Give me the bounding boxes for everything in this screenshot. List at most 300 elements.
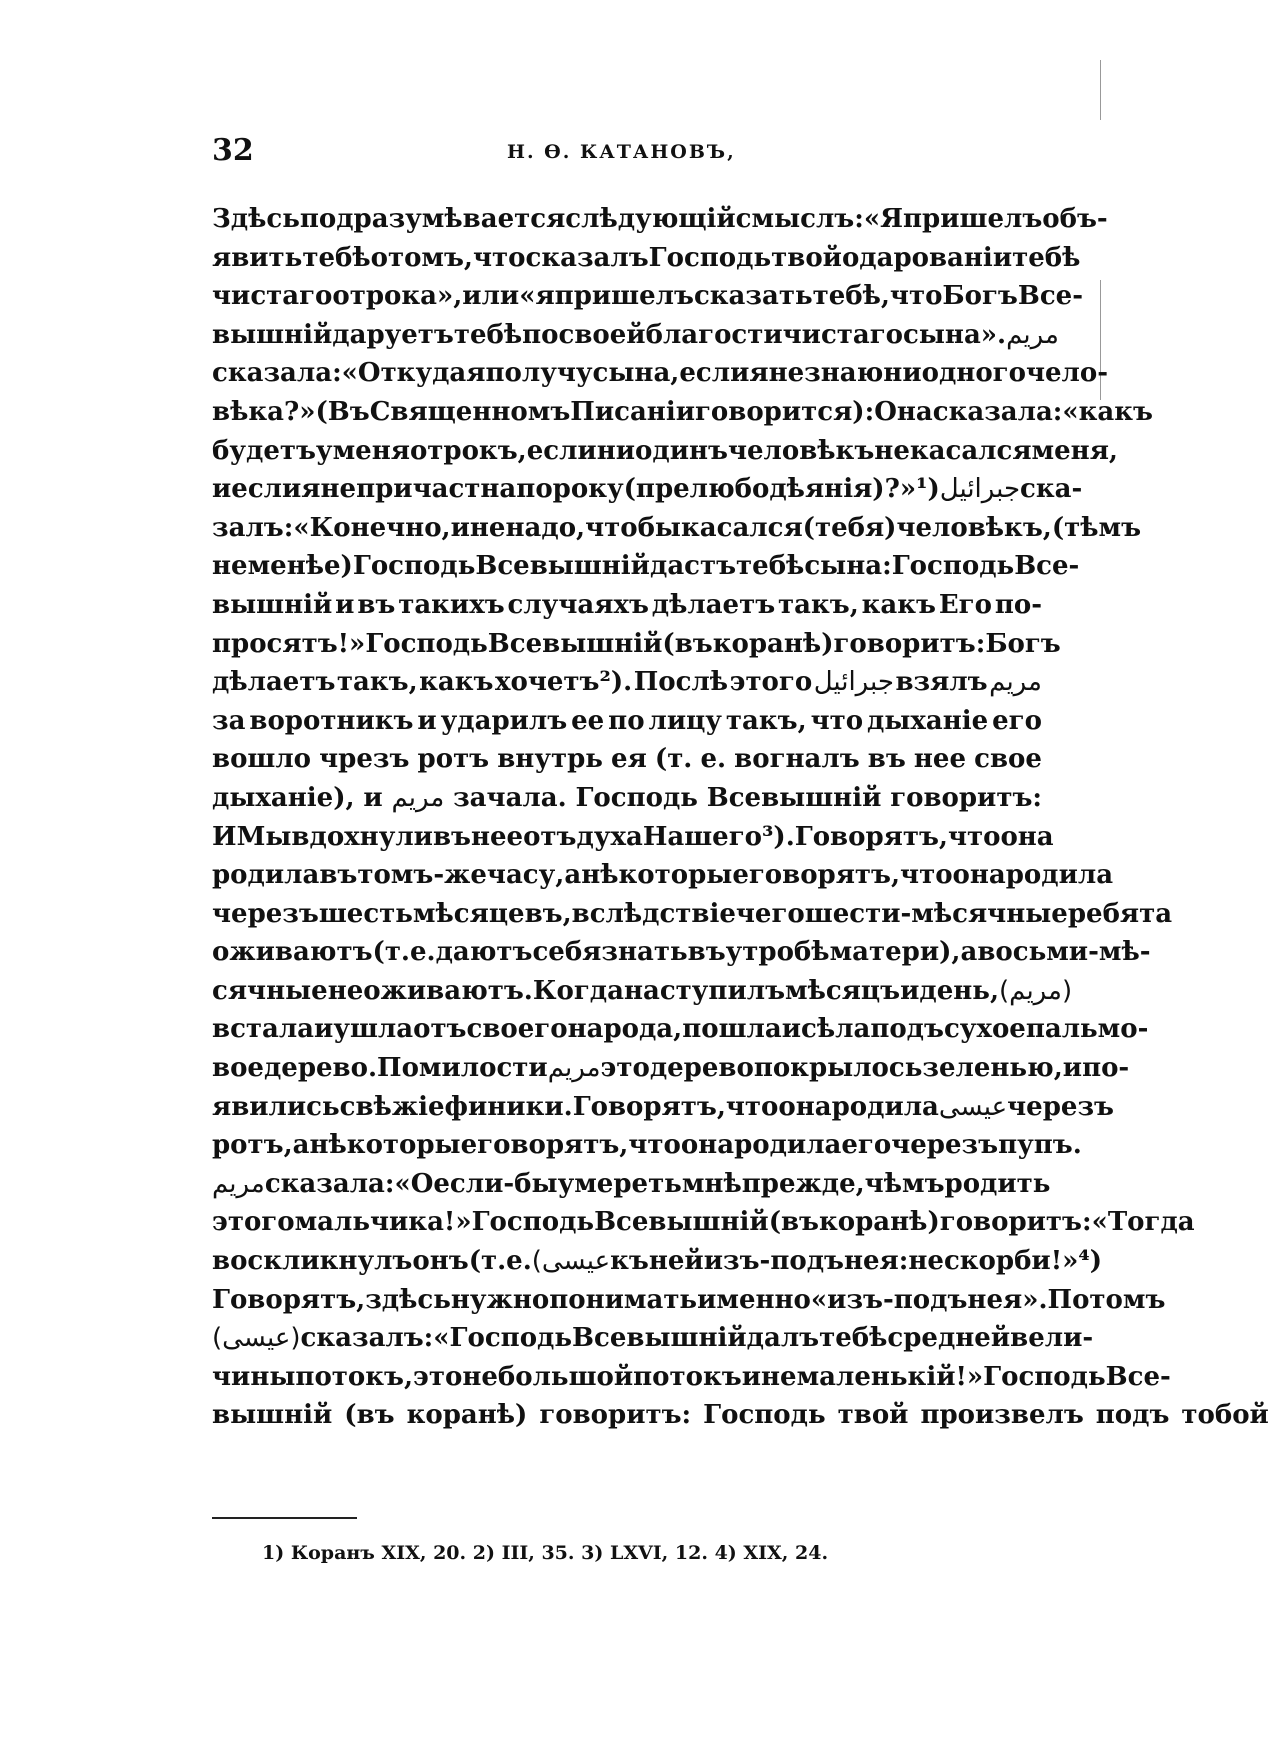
word: тебѣ, [812, 281, 890, 312]
word: къ [610, 1246, 649, 1277]
word: оживаютъ [212, 937, 373, 968]
word: ее [571, 705, 605, 736]
word: сказала: [264, 1168, 395, 1199]
word: и [335, 589, 355, 620]
body-line [212, 509, 1142, 548]
word: такъ, [778, 589, 859, 620]
word: Господь [983, 1361, 1106, 1392]
word: ни [596, 435, 636, 466]
word: (въ [768, 1207, 819, 1238]
word: отрока», [332, 281, 463, 312]
word: родила [831, 1091, 939, 1122]
word: говоритъ: [539, 1400, 692, 1431]
word: шесть [318, 898, 413, 929]
word: тебѣ [1012, 242, 1081, 273]
word: чтобы [585, 512, 681, 543]
word: своей [558, 319, 646, 350]
word: ротъ, [212, 1130, 293, 1161]
word: отъ [413, 1014, 467, 1045]
word: «Откуда [341, 358, 467, 389]
word: за [212, 705, 246, 736]
word: Господь [703, 1400, 826, 1431]
word: я [301, 474, 321, 505]
word: нее [913, 744, 967, 775]
word: твой [771, 242, 842, 273]
word: благости [645, 319, 783, 350]
body-line [212, 1281, 1166, 1320]
word: большой [497, 1361, 634, 1392]
word: Нашего³). [642, 821, 795, 852]
body-line [212, 663, 1042, 702]
word: томъ, [387, 242, 473, 273]
body-line [212, 856, 1114, 895]
word: прежде, [741, 1168, 865, 1199]
word: случаяхъ [507, 589, 649, 620]
word: залъ: [212, 512, 294, 543]
word: средней [887, 1323, 1011, 1354]
word: родила [212, 860, 320, 891]
word: взялъ [895, 667, 988, 698]
word: чины [212, 1361, 296, 1392]
word: пришелъ [903, 204, 1043, 234]
word: Его [938, 589, 992, 620]
arabic-word: جبرائيل [813, 667, 894, 698]
word: и [363, 782, 383, 813]
word: касался [909, 435, 1032, 466]
body-line [212, 393, 1153, 432]
word: «О [394, 1168, 434, 1199]
word: «изъ-подъ [810, 1284, 968, 1315]
word: наступилъ [623, 975, 786, 1006]
footnotes: 1) Коранъ XIX, 20. 2) III, 35. 3) LXVI, 12. 4) XIX, 24. [262, 1542, 829, 1564]
word: о [370, 242, 388, 273]
word: (въ [344, 1400, 395, 1431]
word: внутрь [497, 744, 603, 775]
body-line [212, 316, 1059, 355]
word: ея [611, 744, 647, 775]
word: свѣжіе [339, 1091, 445, 1122]
word: если [231, 474, 302, 505]
word: знать [601, 937, 688, 968]
word: черезъ [891, 1130, 999, 1161]
word: сына, [592, 358, 680, 389]
body-line [212, 740, 1042, 779]
word: Всевышній [487, 628, 663, 659]
word: вслѣдствіе [571, 898, 736, 929]
word: лицу [648, 705, 722, 736]
arabic-word: جبرائيل [939, 474, 1021, 505]
word: скорби!»⁴) [943, 1246, 1103, 1277]
word: тобой [1181, 1400, 1269, 1431]
word: не [768, 358, 805, 389]
arabic-word: (مريم) [999, 975, 1073, 1006]
word: народа, [567, 1014, 683, 1045]
page-number: 32 [212, 133, 254, 168]
word: восьми-мѣ- [977, 937, 1151, 968]
word: въ [432, 821, 471, 852]
word: произвелъ [920, 1400, 1084, 1431]
running-title: Н. Ѳ. КАТАНОВЪ, [507, 141, 736, 163]
word: Потомъ [1047, 1284, 1166, 1315]
body-line [212, 1010, 1149, 1049]
body-line [212, 1049, 1130, 1088]
word: Всевышній [706, 782, 882, 813]
word: (т. [372, 937, 410, 968]
word: а [564, 860, 582, 891]
word: потокъ [633, 1361, 742, 1392]
word: чело- [1025, 358, 1108, 389]
word: въ [319, 860, 358, 891]
word: ударилъ [440, 705, 568, 736]
word: по [608, 705, 645, 736]
word: дерево [649, 1053, 754, 1084]
word: меня [332, 435, 410, 466]
word: томъ-же [357, 860, 487, 891]
word: «Господь [433, 1323, 573, 1354]
word: (тебя) [802, 512, 897, 543]
body-text [212, 200, 1269, 1435]
word: день, [919, 975, 999, 1006]
word: ¹) [916, 474, 940, 505]
word: духа [576, 821, 643, 852]
word: говоритъ: [833, 628, 986, 659]
word: Послѣ [633, 667, 729, 698]
word: Мы [236, 821, 292, 852]
word: воскликнулъ [212, 1246, 413, 1277]
word: сына». [903, 319, 1007, 350]
word: ней [648, 1246, 704, 1277]
word: вошло [212, 744, 312, 775]
word: встала [212, 1014, 315, 1045]
word: Господь [891, 551, 1015, 582]
word: что [725, 1091, 779, 1122]
arabic-word: مريم [212, 1168, 265, 1199]
word: отъ [523, 821, 577, 852]
word: по- [994, 589, 1042, 620]
word: «Я [863, 204, 904, 234]
body-line [212, 972, 1073, 1011]
word: хочетъ²). [495, 667, 633, 698]
word: Господь [471, 1207, 595, 1238]
word: вышній [212, 589, 333, 620]
word: надо, [505, 512, 586, 543]
word: (прелюбодѣянія)?» [623, 474, 917, 505]
word: ребята [1067, 898, 1173, 929]
word: «Тогда [1091, 1207, 1195, 1238]
word: ушла [333, 1014, 414, 1045]
word: коранѣ) [406, 1400, 528, 1431]
word: маленькій!» [796, 1361, 984, 1392]
word: что [810, 705, 864, 736]
word: сѣла [801, 1014, 871, 1045]
word: у [315, 435, 333, 466]
word: сына: [804, 551, 892, 582]
word: это [600, 1053, 650, 1084]
word: дѣлаетъ [212, 667, 336, 698]
word: шести-мѣсячные [804, 898, 1068, 929]
word: утробѣ [725, 937, 830, 968]
body-line [212, 432, 1118, 471]
word: вогналъ [734, 744, 860, 775]
word: потокъ, [295, 1361, 414, 1392]
word: подъ [870, 1014, 944, 1045]
word: вели- [1010, 1323, 1094, 1354]
page-header [212, 133, 1032, 173]
word: человѣкъ, [896, 512, 1052, 543]
word: явились [212, 1091, 340, 1122]
word: она [1000, 821, 1054, 852]
word: она [778, 1091, 832, 1122]
word: тебѣ [302, 242, 371, 273]
word: (т. [654, 744, 693, 775]
word: дастъ [649, 551, 737, 582]
word: родила [734, 1130, 842, 1161]
body-line [212, 1242, 1103, 1281]
word: коранѣ) [819, 1207, 940, 1238]
word: дарованіи [859, 242, 1013, 273]
word: что [628, 1130, 681, 1161]
word: родила [1005, 860, 1114, 891]
word: объ- [1042, 204, 1108, 234]
word: этого [212, 1207, 295, 1238]
word: что [900, 860, 953, 891]
body-line [212, 779, 1042, 818]
word: финики. [444, 1091, 573, 1122]
word: это [413, 1361, 463, 1392]
word: умереть [557, 1168, 682, 1199]
word: дѣлаетъ [651, 589, 776, 620]
word: такъ, [336, 667, 418, 698]
word: я [749, 358, 769, 389]
word: Господь [648, 242, 772, 273]
word: что [947, 821, 1001, 852]
word: по [522, 319, 559, 350]
word: себя [532, 937, 602, 968]
word: такихъ [398, 589, 505, 620]
word: коранѣ) [712, 628, 834, 659]
word: (Въ [315, 396, 370, 427]
body-line [212, 933, 1151, 972]
word: Все- [1105, 1361, 1171, 1392]
word: или [462, 281, 520, 312]
word: Она [874, 396, 933, 427]
word: Здѣсь [212, 204, 300, 234]
word: пальмо- [1025, 1014, 1149, 1045]
word: «какъ [1062, 396, 1153, 427]
word: не [469, 512, 506, 543]
word: вѣка?» [212, 396, 316, 427]
body-line [212, 1203, 1195, 1242]
word: Господь [575, 782, 698, 813]
word: зачала. [453, 782, 567, 813]
word: я [466, 358, 486, 389]
word: Богъ [942, 281, 1018, 312]
word: сказать [693, 281, 813, 312]
arabic-word: مريم [989, 667, 1042, 698]
word: вое [212, 1053, 264, 1084]
body-line [212, 547, 1080, 586]
body-line [212, 200, 1108, 239]
word: матери), [829, 937, 961, 968]
word: въ [687, 937, 726, 968]
word: даруетъ [332, 319, 454, 350]
word: Богъ [985, 628, 1061, 659]
word: Все- [1014, 551, 1080, 582]
word: часу, [486, 860, 565, 891]
word: Господь [365, 628, 488, 659]
word: и [450, 512, 470, 543]
word: воротникъ [249, 705, 414, 736]
word: мнѣ [681, 1168, 742, 1199]
word: и [314, 1014, 334, 1045]
word: покрылось [753, 1053, 923, 1084]
body-line [212, 586, 1042, 625]
word: она [952, 860, 1006, 891]
word: не [760, 1361, 797, 1392]
body-line [212, 277, 1083, 316]
word: Всевышній [594, 1207, 769, 1238]
word: меня, [1031, 435, 1118, 466]
word: и [781, 1014, 802, 1045]
word: о [841, 242, 860, 273]
word: чѣмъ [864, 1168, 945, 1199]
word: и [212, 474, 232, 505]
word: «Конечно, [293, 512, 451, 543]
word: ни [883, 358, 922, 389]
word: родить [944, 1168, 1051, 1199]
word: Когда [532, 975, 624, 1006]
word: нѣкоторые [581, 860, 749, 891]
word: будетъ [212, 435, 316, 466]
word: сказала: [932, 396, 1063, 427]
word: чистаго [212, 281, 333, 312]
word: какъ [419, 667, 494, 698]
word: изъ-подъ [703, 1246, 844, 1277]
word: не [320, 474, 357, 505]
word: смыслъ: [735, 204, 864, 234]
word: именно [697, 1284, 811, 1315]
word: (въ [662, 628, 713, 659]
word: мѣсяцевъ, [412, 898, 572, 929]
body-line [212, 702, 1042, 741]
word: пупъ. [998, 1130, 1082, 1161]
word: своего [466, 1014, 568, 1045]
word: сказалъ [525, 242, 649, 273]
word: одного [921, 358, 1026, 389]
word: и [741, 1361, 761, 1392]
word: Говорятъ, [212, 1284, 366, 1315]
word: пришелъ [554, 281, 694, 312]
word: и [417, 705, 437, 736]
scan-margin-line-top [1100, 60, 1101, 120]
word: сказалъ: [300, 1323, 434, 1354]
body-line [212, 1126, 1082, 1165]
body-line [212, 1088, 1114, 1127]
footnote-rule [212, 1517, 357, 1519]
word: нея». [967, 1284, 1048, 1315]
word: онъ [412, 1246, 469, 1277]
word: зеленью, [922, 1053, 1063, 1084]
word: Всевышній [572, 1323, 747, 1354]
word: не [327, 975, 364, 1006]
word: черезъ [212, 898, 319, 929]
body-line [212, 1165, 1051, 1204]
word: здѣсь [365, 1284, 451, 1315]
word: пошла [682, 1014, 782, 1045]
word: тебѣ [819, 1323, 888, 1354]
word: вышній [212, 319, 333, 350]
arabic-word: مريم [391, 782, 445, 813]
word: (т. [468, 1246, 507, 1277]
word: Писаніи [570, 396, 695, 427]
word: отрокъ, [409, 435, 527, 466]
word: мѣсяцъ [785, 975, 901, 1006]
word: Господь [352, 551, 476, 582]
word: далъ [746, 1323, 820, 1354]
word: дыханіе), [212, 782, 355, 813]
word: а [960, 937, 978, 968]
word: нѣкоторые [309, 1130, 478, 1161]
word: мальчика!» [294, 1207, 472, 1238]
word: ротъ [417, 744, 490, 775]
word: не [874, 435, 910, 466]
arabic-word: عيسى) [531, 1246, 611, 1277]
word: знаю [804, 358, 884, 389]
word: твой [837, 1400, 909, 1431]
body-line [212, 1358, 1171, 1397]
body-line [212, 354, 1108, 393]
word: говорятъ, [748, 860, 901, 891]
word: не [462, 1361, 498, 1392]
word: говоритъ: [939, 1207, 1092, 1238]
body-line [212, 239, 1081, 278]
word: сказала: [212, 358, 342, 389]
body-line [212, 470, 1083, 509]
word: человѣкъ [727, 435, 875, 466]
word: Священномъ [369, 396, 571, 427]
word: Говорятъ, [572, 1091, 726, 1122]
word: если [526, 435, 597, 466]
word: вышній [212, 1400, 333, 1431]
word: сячные [212, 975, 328, 1006]
word: По [377, 1053, 419, 1084]
word: въ [357, 589, 396, 620]
word: ска- [1020, 474, 1083, 505]
word: не [908, 1246, 944, 1277]
word: его [992, 705, 1042, 736]
word: Говорятъ, [794, 821, 948, 852]
body-line [212, 625, 1061, 664]
word: одинъ [635, 435, 728, 466]
word: по- [1082, 1053, 1130, 1084]
word: менѣе) [247, 551, 353, 582]
word: Все- [1017, 281, 1083, 312]
word: черезъ [1007, 1091, 1114, 1122]
word: е. [700, 744, 727, 775]
word: пороку [516, 474, 624, 505]
word: вдохнули [291, 821, 433, 852]
word: его [841, 1130, 892, 1161]
word: «я [519, 281, 555, 312]
word: явить [212, 242, 303, 273]
word: сухое [943, 1014, 1026, 1045]
word: если-бы [433, 1168, 558, 1199]
word: тебѣ [736, 551, 805, 582]
word: получу [485, 358, 593, 389]
body-line [212, 895, 1173, 934]
word: нея: [843, 1246, 909, 1277]
word: дыханіе [866, 705, 989, 736]
